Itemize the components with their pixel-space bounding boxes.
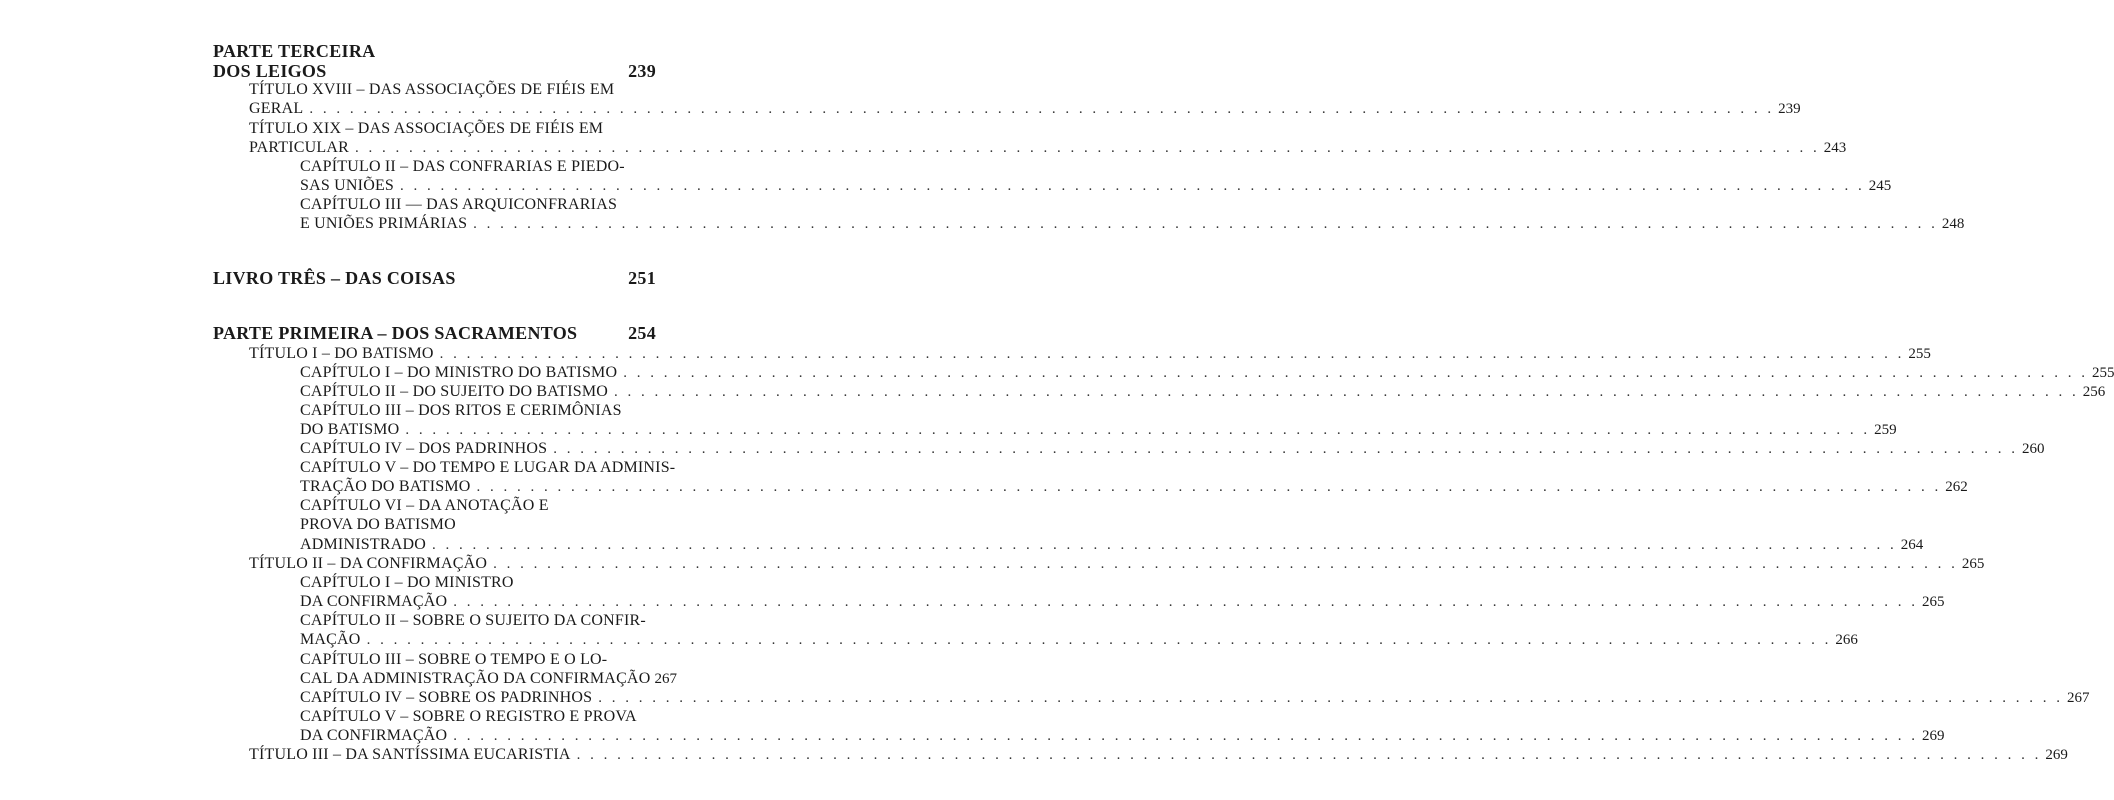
page-number: 239: [628, 61, 656, 81]
toc-entry-line[interactable]: [300, 176, 1892, 196]
entry-title: DO BATISMO: [300, 421, 400, 438]
part-subtitle: DOS LEIGOS: [213, 61, 327, 81]
toc-entry-line[interactable]: [249, 119, 656, 139]
toc-entry-line[interactable]: [300, 363, 2114, 383]
entry-title: CAPÍTULO V – SOBRE O REGISTRO E PROVA: [300, 708, 637, 725]
toc-entry-line[interactable]: [300, 515, 657, 535]
dot-leader: [471, 477, 1942, 497]
dot-leader: [434, 344, 1905, 364]
toc-entry-line[interactable]: [300, 573, 657, 593]
entry-title: CAPÍTULO II – DAS CONFRARIAS E PIEDO-: [300, 158, 625, 175]
dot-leader: [394, 176, 1865, 196]
toc-entry-line[interactable]: [300, 707, 657, 727]
toc-part-heading: [213, 41, 656, 61]
dot-leader: [361, 630, 1832, 650]
entry-title: TÍTULO XIX – DAS ASSOCIAÇÕES DE FIÉIS EM: [249, 120, 604, 137]
toc-entry-line[interactable]: [300, 382, 2106, 402]
toc-entry-line[interactable]: [249, 344, 1931, 364]
toc-entry-line[interactable]: [300, 195, 657, 215]
entry-title: TÍTULO III – DA SANTÍSSIMA EUCARISTIA: [249, 746, 571, 763]
toc-part-entry[interactable]: [213, 323, 656, 343]
entry-title: CAPÍTULO I – DO MINISTRO DO BATISMO: [300, 364, 618, 381]
entry-title: E UNIÕES PRIMÁRIAS: [300, 215, 468, 232]
dot-leader: [608, 382, 2079, 402]
page-number: 256: [2082, 384, 2106, 400]
toc-entry-line[interactable]: [300, 688, 2090, 708]
toc-entry-line[interactable]: [300, 726, 1945, 746]
dot-leader: [447, 726, 1918, 746]
page-number: 265: [1961, 556, 1985, 572]
page-number: 239: [1778, 101, 1801, 117]
toc-entry-line[interactable]: [300, 611, 657, 631]
page-number: 255: [2091, 365, 2114, 381]
toc-entry-line[interactable]: [300, 496, 657, 516]
dot-leader: [467, 214, 1938, 234]
toc-entry-line[interactable]: [300, 592, 1945, 612]
toc-entry-line[interactable]: [249, 554, 1985, 574]
dot-leader: [447, 592, 1918, 612]
dot-leader: [571, 745, 2042, 765]
entry-title: CAPÍTULO III — DAS ARQUICONFRARIAS: [300, 196, 618, 213]
toc-entry-line[interactable]: [249, 138, 1847, 158]
toc-entry-line[interactable]: [300, 214, 1965, 234]
part-title: PARTE PRIMEIRA – DOS SACRAMENTOS: [213, 323, 578, 343]
entry-title: TÍTULO XVIII – DAS ASSOCIAÇÕES DE FIÉIS EM: [249, 81, 615, 98]
entry-title: CAPÍTULO III – SOBRE O TEMPO E O LO-: [300, 651, 608, 668]
entry-title: TÍTULO I – DO BATISMO: [249, 345, 434, 362]
part-title: PARTE TERCEIRA: [213, 41, 376, 61]
toc-entry-line[interactable]: [249, 99, 1801, 119]
page-number: 267: [654, 671, 677, 687]
entry-title: DA CONFIRMAÇÃO: [300, 593, 448, 610]
entry-title: CAPÍTULO II – SOBRE O SUJEITO DA CONFIR-: [300, 612, 646, 629]
toc-entry-line[interactable]: [300, 439, 2045, 459]
page-number: 262: [1945, 479, 1968, 495]
toc-entry-line[interactable]: [300, 669, 677, 689]
entry-title: TRAÇÃO DO BATISMO: [300, 478, 471, 495]
page-number: 255: [1908, 346, 1931, 362]
page-number: 269: [2045, 747, 2068, 763]
entry-title: CAPÍTULO V – DO TEMPO E LUGAR DA ADMINIS-: [300, 459, 676, 476]
toc-entry-line[interactable]: [249, 745, 2068, 765]
dot-leader: [547, 439, 2018, 459]
entry-title: GERAL: [249, 100, 304, 117]
dot-leader: [592, 688, 2063, 708]
page-number: 259: [1874, 422, 1897, 438]
page-number: 248: [1941, 216, 1965, 232]
entry-title: PROVA DO BATISMO: [300, 516, 456, 533]
entry-title: CAPÍTULO IV – DOS PADRINHOS: [300, 440, 548, 457]
dot-leader: [399, 420, 1870, 440]
toc-entry-line[interactable]: [300, 458, 676, 478]
page-number: 254: [628, 323, 656, 343]
dot-leader: [303, 99, 1774, 119]
toc-part-entry[interactable]: [213, 61, 656, 81]
entry-title: CAPÍTULO II – DO SUJEITO DO BATISMO: [300, 383, 609, 400]
page-number: 269: [1922, 728, 1945, 744]
dot-leader: [487, 554, 1958, 574]
toc-entry-line[interactable]: [300, 401, 657, 421]
page-number: 266: [1835, 632, 1858, 648]
entry-title: CAPÍTULO VI – DA ANOTAÇÃO E: [300, 497, 549, 514]
entry-title: ADMINISTRADO: [300, 536, 426, 553]
toc-entry-line[interactable]: [300, 650, 657, 670]
entry-title: CAPÍTULO I – DO MINISTRO: [300, 574, 514, 591]
entry-title: MAÇÃO: [300, 631, 361, 648]
entry-title: DA CONFIRMAÇÃO: [300, 727, 448, 744]
page-number: 243: [1823, 140, 1847, 156]
entry-title: CAL DA ADMINISTRAÇÃO DA CONFIRMAÇÃO: [300, 670, 651, 687]
toc-entry-line[interactable]: [300, 477, 1968, 497]
page-number: 265: [1922, 594, 1945, 610]
page-number: 264: [1900, 537, 1924, 553]
dot-leader: [617, 363, 2088, 383]
book-title: LIVRO TRÊS – DAS COISAS: [213, 268, 456, 288]
page-number: 245: [1868, 178, 1892, 194]
dot-leader: [426, 535, 1897, 555]
toc-entry-line[interactable]: [300, 420, 1897, 440]
entry-title: SAS UNIÕES: [300, 177, 395, 194]
entry-title: PARTICULAR: [249, 139, 350, 156]
entry-title: CAPÍTULO III – DOS RITOS E CERIMÔNIAS: [300, 402, 622, 419]
page-number: 251: [628, 268, 656, 288]
page-number: 267: [2066, 690, 2090, 706]
toc-entry-line[interactable]: [300, 630, 1858, 650]
page-number: 260: [2021, 441, 2045, 457]
entry-title: CAPÍTULO IV – SOBRE OS PADRINHOS: [300, 689, 593, 706]
toc-entry-line[interactable]: [249, 80, 656, 100]
toc-entry-line[interactable]: [300, 535, 1924, 555]
toc-book-entry[interactable]: [213, 268, 656, 288]
dot-leader: [349, 138, 1820, 158]
entry-title: TÍTULO II – DA CONFIRMAÇÃO: [249, 555, 488, 572]
toc-entry-line[interactable]: [300, 157, 657, 177]
